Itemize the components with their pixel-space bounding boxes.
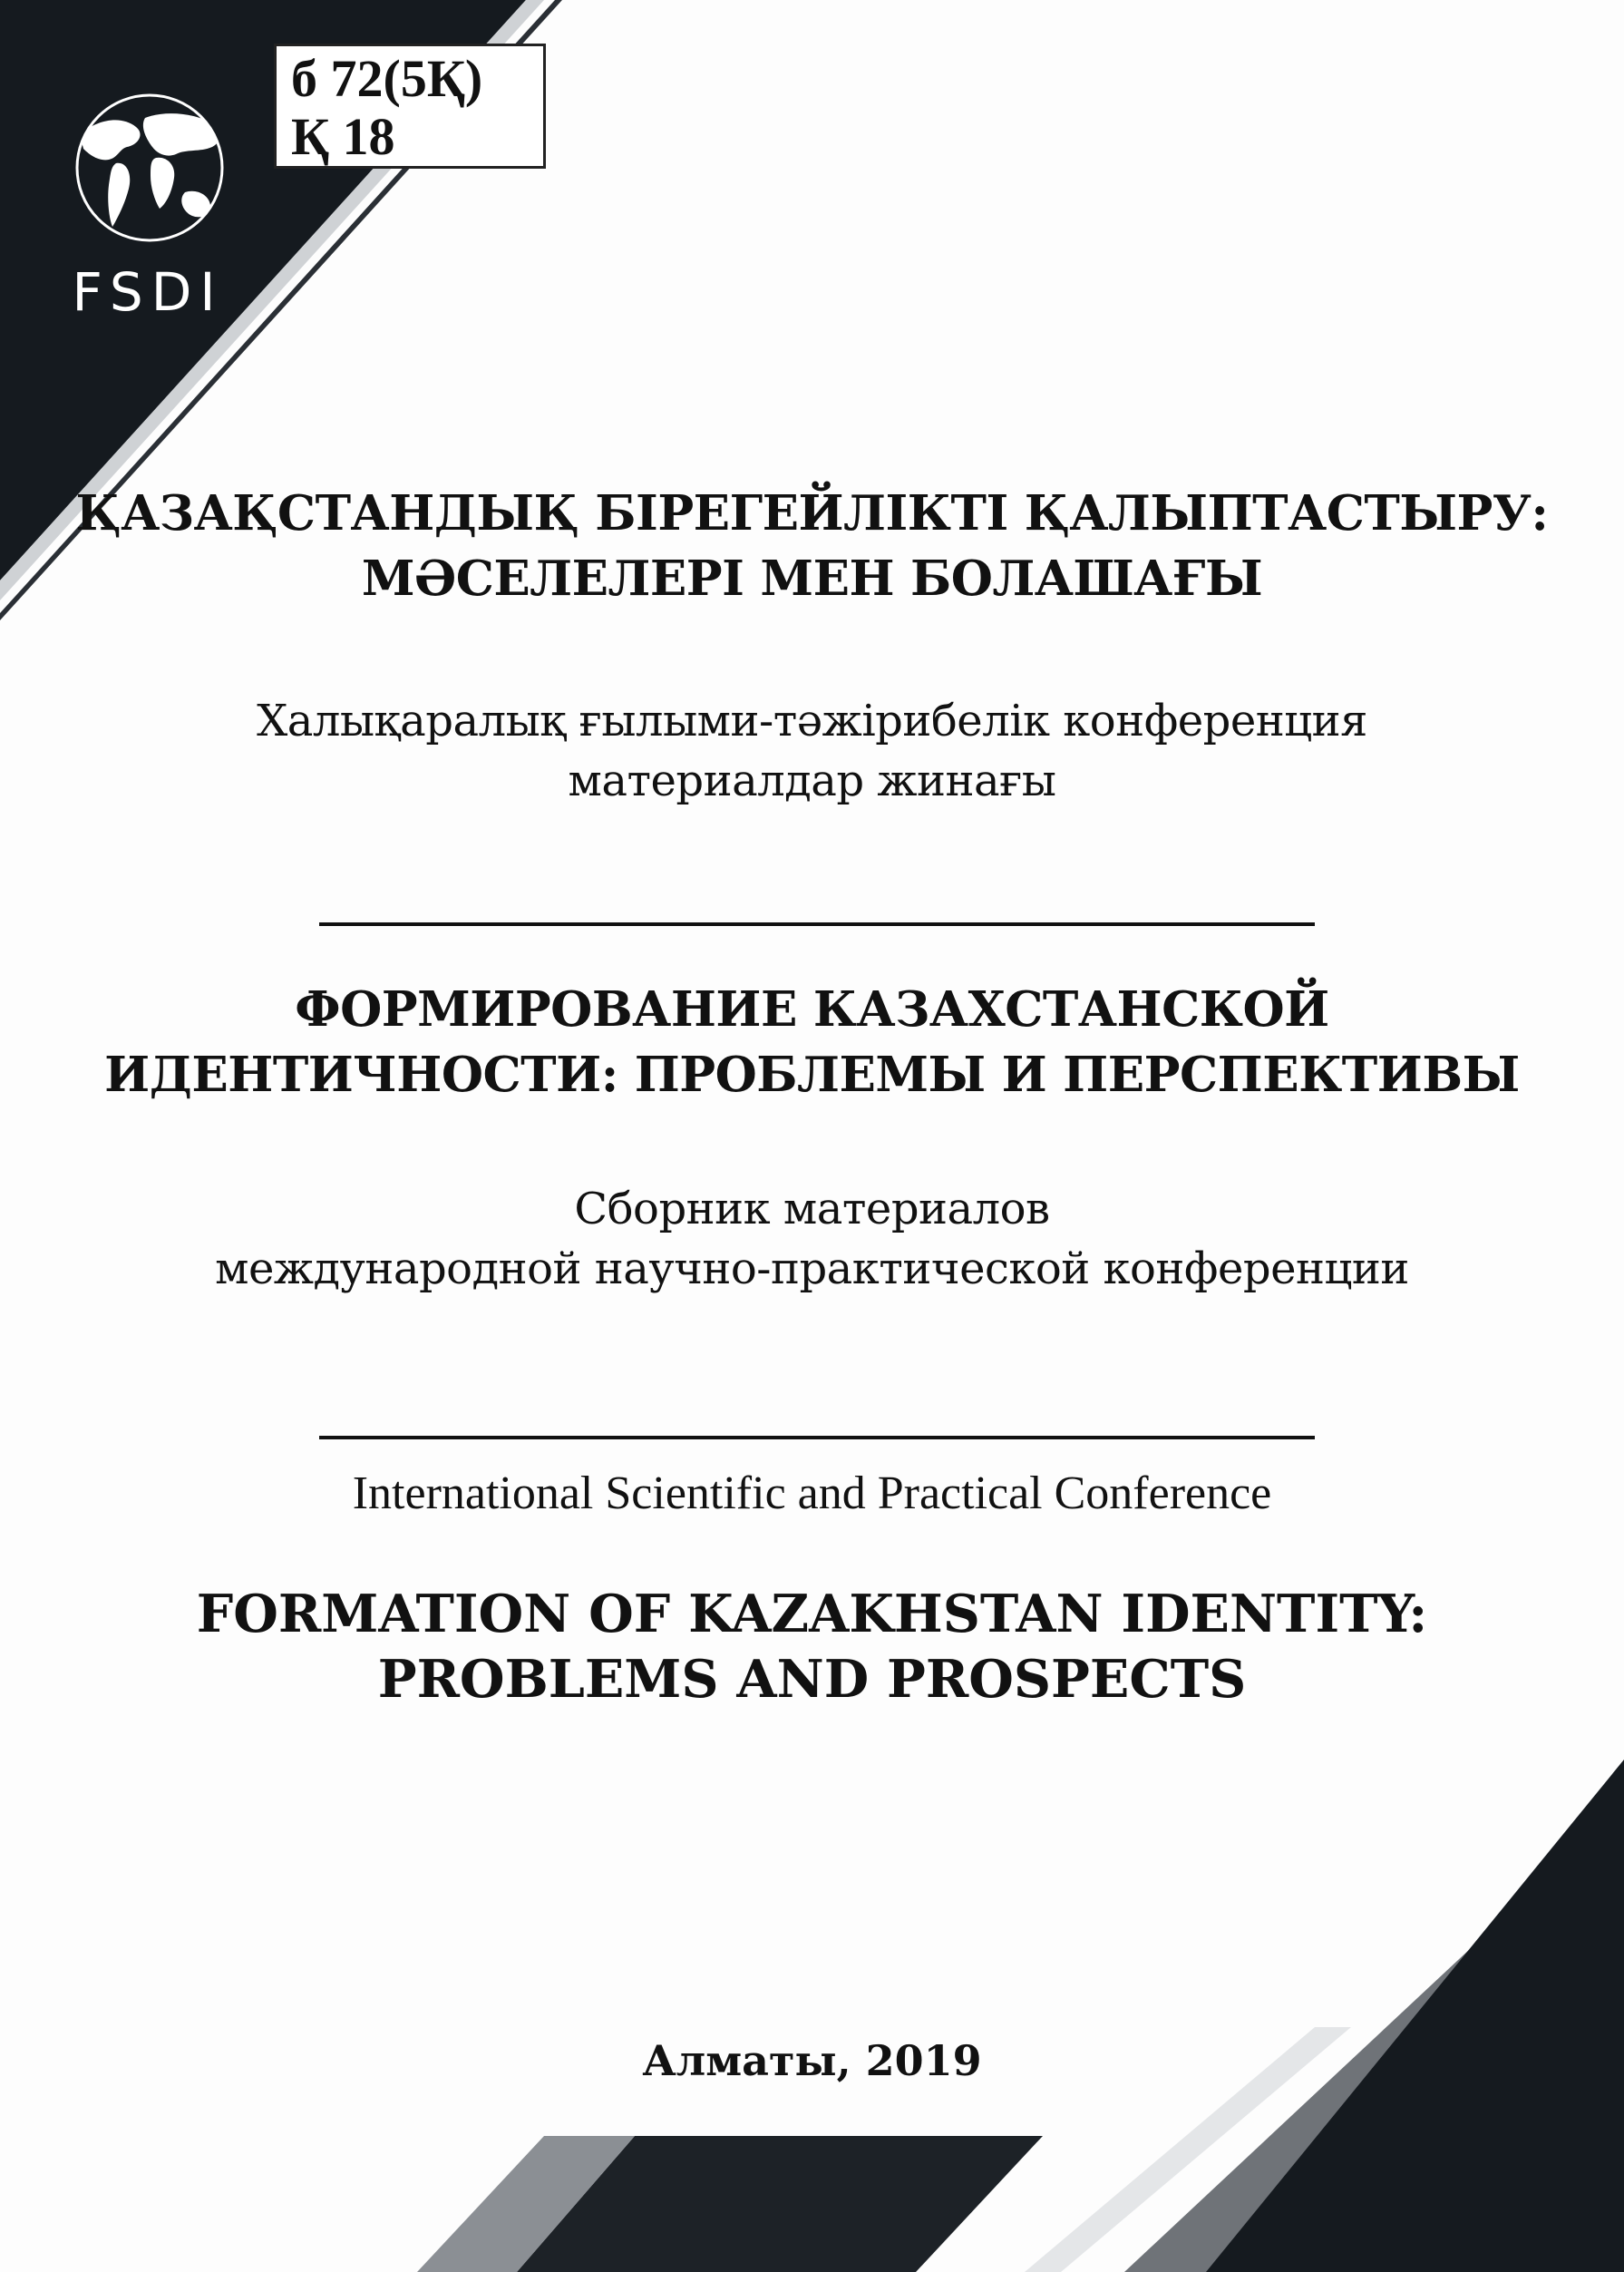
globe-map-icon (73, 91, 227, 245)
english-title-line2: PROBLEMS AND PROSPECTS (377, 1649, 1247, 1710)
russian-subtitle-line2: международной научно-практической конференции (215, 1243, 1409, 1294)
bottom-right-dark-triangle (1206, 1760, 1624, 2272)
kazakh-subtitle-line2: материалдар жинағы (568, 756, 1056, 806)
divider-2 (319, 1436, 1315, 1439)
kazakh-title-line1: ҚАЗАҚСТАНДЫҚ БІРЕГЕЙЛІКТІ ҚАЛЫПТАСТЫРУ: (75, 485, 1549, 541)
kazakh-subtitle-line1: Халықаралық ғылыми-тәжірибелік конференция (257, 696, 1367, 746)
divider-1 (319, 922, 1315, 926)
catalog-code: б 72(5Қ) (291, 49, 483, 108)
english-conference: International Scientific and Practical Conference (352, 1468, 1272, 1519)
russian-subtitle (0, 1179, 1624, 1299)
logo-text: FSDI (72, 261, 224, 323)
kazakh-title-line2: МӘСЕЛЕЛЕРІ МЕН БОЛАШАҒЫ (361, 551, 1263, 607)
russian-title-line1: ФОРМИРОВАНИЕ КАЗАХСТАНСКОЙ (295, 981, 1329, 1038)
russian-title-line2: ИДЕНТИЧНОСТИ: ПРОБЛЕМЫ И ПЕРСПЕКТИВЫ (104, 1047, 1520, 1103)
kazakh-title (0, 481, 1624, 611)
library-catalog-label (274, 44, 546, 169)
catalog-number: Қ 18 (291, 107, 395, 166)
english-title (0, 1582, 1624, 1712)
fsdi-logo (53, 91, 243, 327)
place-year: Алматы, 2019 (642, 2036, 982, 2085)
english-title-line1: FORMATION OF KAZAKHSTAN IDENTITY: (196, 1584, 1428, 1644)
russian-title (0, 977, 1624, 1107)
kazakh-subtitle (0, 691, 1624, 811)
russian-subtitle-line1: Сборник материалов (574, 1184, 1050, 1234)
